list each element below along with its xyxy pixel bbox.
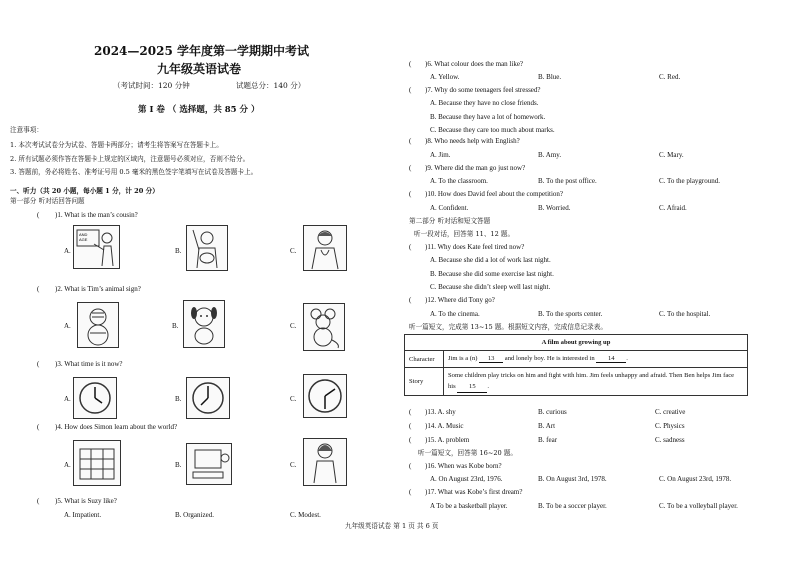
part2-intro: 听一段对话，回答第 11、12 题。	[414, 230, 515, 238]
question-stem: )4. How does Simon learn about the world?	[55, 423, 178, 431]
tiger-picture[interactable]	[77, 302, 119, 348]
question-stem: )16. When was Kobe born?	[425, 462, 502, 470]
exam-title: 2024—2025 学年度第一学期期中考试	[94, 44, 309, 58]
section-heading: 一、听力（共 20 小题，每小题 1 分，计 20 分）	[10, 187, 159, 195]
option-letter: B.	[175, 247, 182, 255]
table-row-label: Story	[405, 368, 444, 396]
answer-paren[interactable]: (	[409, 190, 412, 198]
part2-intro: 听一篇短文，完成第 13~15 题。根据短文内容，完成信息记录表。	[409, 323, 607, 331]
svg-text:AND: AND	[79, 232, 88, 237]
option[interactable]: B. Because she did some exercise last night.	[430, 270, 554, 278]
option-letter: C.	[290, 322, 297, 330]
option[interactable]: B. On August 3rd, 1978.	[538, 475, 607, 483]
option[interactable]: C. Because she didn’t sleep well last night.	[430, 283, 551, 291]
info-table	[404, 334, 748, 396]
option-letter: C.	[290, 395, 297, 403]
option-letter: B.	[175, 395, 182, 403]
option[interactable]: C. Afraid.	[659, 204, 687, 212]
person-picture[interactable]	[303, 438, 347, 486]
table-cell	[444, 351, 748, 368]
notice-item: 3. 答题前，务必将姓名、准考证号用 0.5 毫米的黑色签字笔填写在试卷及答题卡上。	[10, 168, 258, 176]
mouse-picture[interactable]	[303, 303, 345, 351]
option-letter: B.	[175, 461, 182, 469]
option[interactable]: A. Because they have no close friends.	[430, 99, 539, 107]
option[interactable]: B. Art	[538, 422, 556, 430]
table-cell	[444, 368, 748, 396]
option[interactable]: C. Physics	[655, 422, 685, 430]
option[interactable]: C. Red.	[659, 73, 681, 81]
notice-item: 2. 所有试题必须作答在答题卡上规定的区域内，注意题号必须对应，否则不给分。	[10, 155, 250, 163]
option-letter: A.	[64, 461, 71, 469]
option-letter: A.	[64, 395, 71, 403]
option[interactable]: C. To be a volleyball player.	[659, 502, 738, 510]
painter-picture[interactable]	[186, 225, 228, 271]
svg-text:AGE: AGE	[79, 237, 88, 242]
option[interactable]: B. fear	[538, 436, 558, 444]
computer-picture[interactable]	[186, 443, 232, 485]
table-text: Jim is a (n)	[448, 355, 480, 362]
clock-picture[interactable]	[73, 377, 117, 419]
answer-paren[interactable]: (	[409, 243, 412, 251]
option[interactable]: C. creative	[655, 408, 686, 416]
option-letter: B.	[172, 322, 179, 330]
option[interactable]: A. Confident.	[430, 204, 469, 212]
answer-paren[interactable]: (	[409, 60, 412, 68]
doctor-picture[interactable]	[303, 225, 347, 271]
option[interactable]: B. Amy.	[538, 151, 562, 159]
notice-item: 1. 本次考试试卷分为试卷、答题卡两部分；请考生将答案写在答题卡上。	[10, 141, 223, 149]
question-stem: )3. What time is it now?	[55, 360, 123, 368]
answer-blank-13[interactable]: 13	[479, 355, 503, 363]
option[interactable]: B. To the post office.	[538, 177, 597, 185]
clock-picture[interactable]	[303, 374, 347, 418]
answer-paren[interactable]: (	[409, 422, 412, 430]
option[interactable]: B. To be a soccer player.	[538, 502, 607, 510]
option[interactable]: B. Worried.	[538, 204, 571, 212]
question-stem: )11. Why does Kate feel tired now?	[425, 243, 525, 251]
answer-paren[interactable]: (	[37, 211, 40, 219]
question-stem[interactable]: )13. A. shy	[425, 408, 456, 416]
option[interactable]: C. Modest.	[290, 511, 321, 519]
table-text: Some children play tricks on him and fight with him. Jim feels unhappy and afraid. Then Ben helps Jim face his	[448, 372, 735, 390]
answer-paren[interactable]: (	[409, 296, 412, 304]
building-picture[interactable]	[73, 440, 121, 486]
question-stem: )9. Where did the man go just now?	[425, 164, 526, 172]
question-stem: )8. Who needs help with English?	[425, 137, 520, 145]
answer-paren[interactable]: (	[409, 462, 412, 470]
table-text: .	[626, 355, 628, 362]
exam-time: （考试时间：120 分钟	[113, 81, 190, 90]
section-part: 第一部分 听对话回答问题	[10, 197, 85, 205]
option[interactable]: C. To the playground.	[659, 177, 721, 185]
answer-paren[interactable]: (	[409, 436, 412, 444]
answer-paren[interactable]: (	[37, 360, 40, 368]
question-stem[interactable]: )14. A. Music	[425, 422, 464, 430]
question-stem: )1. What is the man’s cousin?	[55, 211, 138, 219]
option[interactable]: C. To the hospital.	[659, 310, 711, 318]
option-letter: C.	[290, 247, 297, 255]
option-letter: A.	[64, 247, 71, 255]
answer-paren[interactable]: (	[409, 164, 412, 172]
part-heading: 第 I 卷 （ 选择题，共 85 分 ）	[138, 105, 260, 115]
question-stem: )12. Where did Tony go?	[425, 296, 495, 304]
question-stem: )10. How does David feel about the competition?	[425, 190, 564, 198]
question-stem: )6. What colour does the man like?	[425, 60, 524, 68]
option[interactable]: C. sadness	[655, 436, 685, 444]
exam-score: 试题总分：140 分）	[236, 81, 306, 90]
option[interactable]: B. curious	[538, 408, 567, 416]
question-stem: )17. What was Kobe’s first dream?	[425, 488, 523, 496]
option[interactable]: A To be a basketball player.	[430, 502, 508, 510]
option-letter: A.	[64, 322, 71, 330]
teacher-board-picture[interactable]	[73, 225, 120, 269]
answer-paren[interactable]: (	[409, 488, 412, 496]
question-stem: )2. What is Tim’s animal sign?	[55, 285, 141, 293]
answer-blank-14[interactable]: 14	[596, 355, 626, 363]
option[interactable]: A. Because she did a lot of work last night.	[430, 256, 551, 264]
option[interactable]: C. Because they care too much about marks.	[430, 126, 555, 134]
table-row-label: Character	[405, 351, 444, 368]
option[interactable]: B. Blue.	[538, 73, 562, 81]
answer-blank-15[interactable]: 15	[457, 381, 487, 393]
option[interactable]: C. Mary.	[659, 151, 684, 159]
answer-paren[interactable]: (	[409, 86, 412, 94]
table-text: .	[487, 383, 489, 390]
answer-paren[interactable]: (	[37, 423, 40, 431]
dog-picture[interactable]	[183, 300, 225, 348]
answer-paren[interactable]: (	[37, 497, 40, 505]
question-stem: )7. Why do some teenagers feel stressed?	[425, 86, 541, 94]
part2-intro: 听一篇短文，回答第 16~20 题。	[418, 449, 518, 457]
notice-heading: 注意事项：	[10, 126, 43, 134]
question-stem: )5. What is Suzy like?	[55, 497, 117, 505]
option-letter: C.	[290, 461, 297, 469]
table-text: and lonely boy. He is interested in	[503, 355, 597, 362]
option[interactable]: B. Because they have a lot of homework.	[430, 113, 546, 121]
exam-subtitle: 九年级英语试卷	[157, 62, 242, 76]
option[interactable]: C. On August 23rd, 1978.	[659, 475, 732, 483]
option[interactable]: A. To the cinema.	[430, 310, 480, 318]
option[interactable]: B. To the sports center.	[538, 310, 603, 318]
clock-picture[interactable]	[186, 377, 230, 419]
option[interactable]: A. On August 23rd, 1976.	[430, 475, 503, 483]
option[interactable]: A. Jim.	[430, 151, 451, 159]
page-footer: 九年级英语试卷 第 1 页 共 6 页	[345, 522, 439, 530]
option[interactable]: A. To the classroom.	[430, 177, 488, 185]
answer-paren[interactable]: (	[409, 137, 412, 145]
answer-paren[interactable]: (	[37, 285, 40, 293]
question-stem[interactable]: )15. A. problem	[425, 436, 470, 444]
table-title: A film about growing up	[405, 335, 748, 351]
option[interactable]: B. Organized.	[175, 511, 214, 519]
option[interactable]: A. Impatient.	[64, 511, 102, 519]
part2-heading: 第二部分 听对话和短文答题	[409, 217, 491, 225]
answer-paren[interactable]: (	[409, 408, 412, 416]
option[interactable]: A. Yellow.	[430, 73, 460, 81]
